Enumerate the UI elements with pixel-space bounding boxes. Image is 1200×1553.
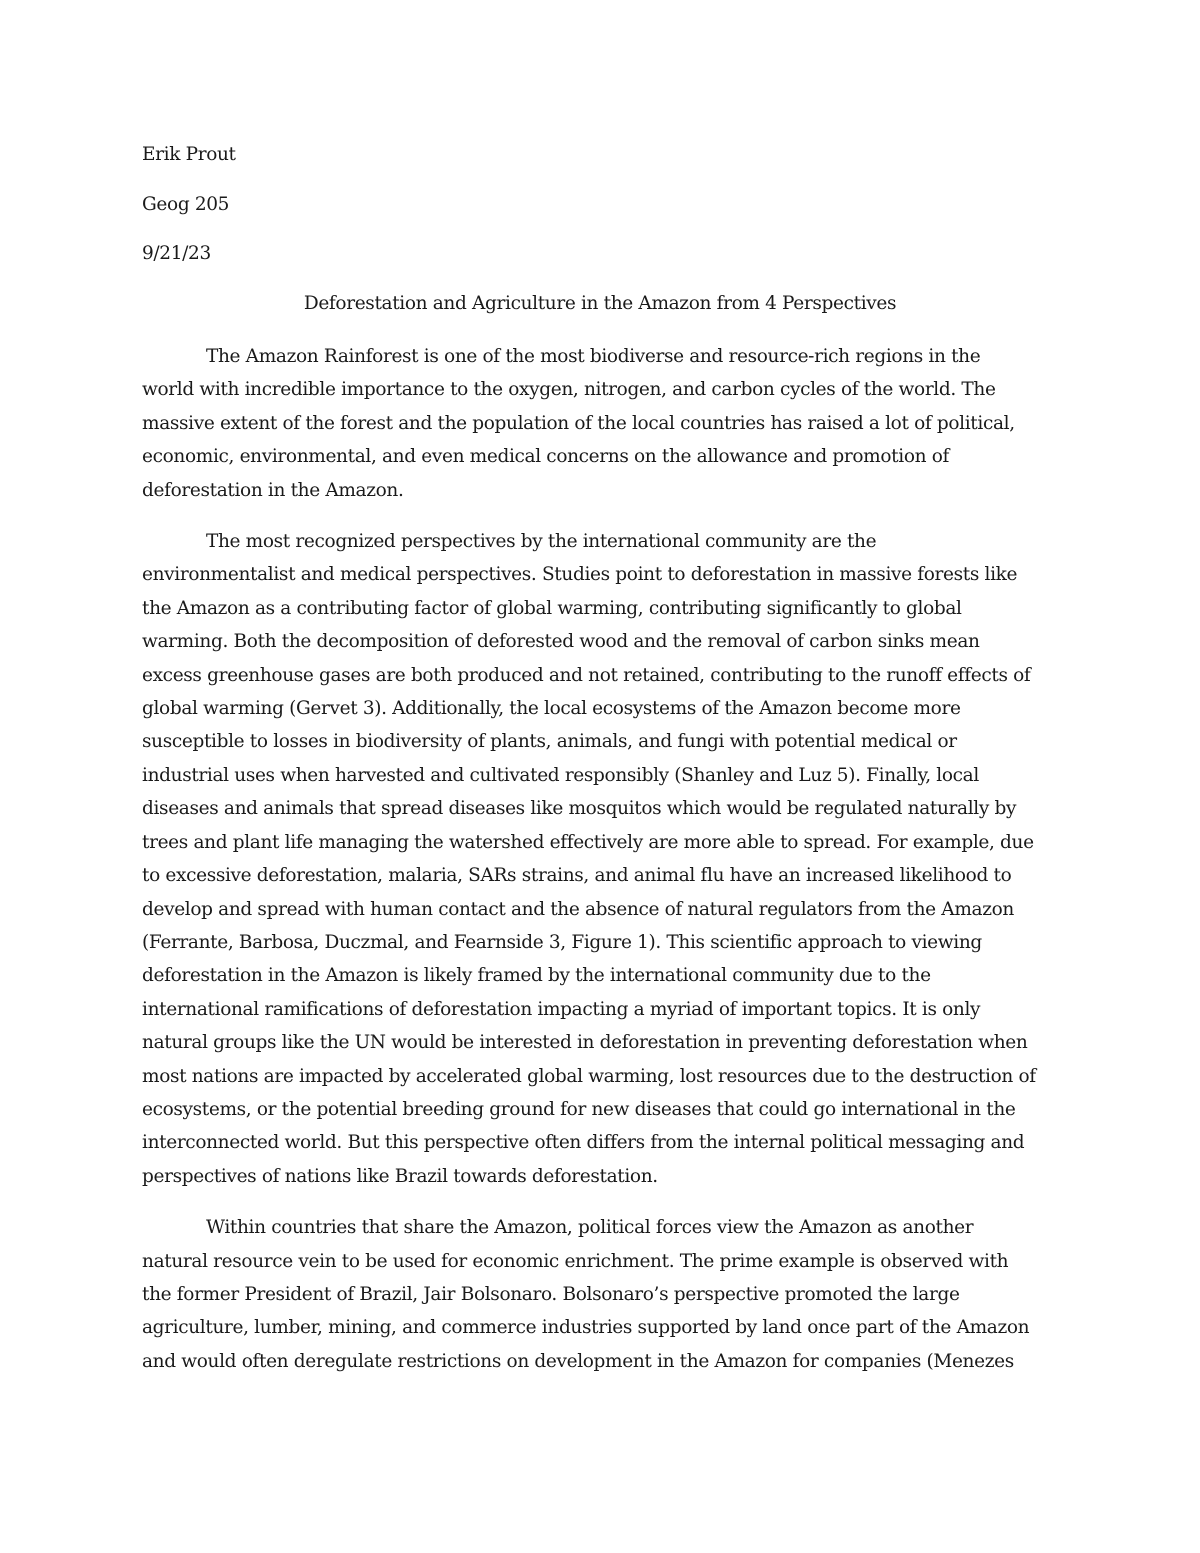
text-line: susceptible to losses in biodiversity of plants, animals, and fungi with potential medical or (142, 731, 957, 753)
text-line: Within countries that share the Amazon, political forces view the Amazon as another (206, 1217, 974, 1239)
text-line: excess greenhouse gases are both produced and not retained, contributing to the runoff effects of (142, 664, 1031, 686)
text-line: economic, environmental, and even medical concerns on the allowance and promotion of (142, 446, 949, 468)
text-line: massive extent of the forest and the population of the local countries has raised a lot of political, (142, 412, 1015, 434)
text-line: environmentalist and medical perspectives. Studies point to deforestation in massive forests like (142, 564, 1018, 586)
text-line: interconnected world. But this perspective often differs from the internal political messaging and (142, 1132, 1025, 1154)
document-title: Deforestation and Agriculture in the Amazon from 4 Perspectives (303, 293, 897, 314)
text-line: trees and plant life managing the watershed effectively are more able to spread. For example, due (142, 831, 1034, 853)
document-body (142, 340, 1062, 1396)
paragraph-2 (142, 525, 1062, 1193)
text-line: The most recognized perspectives by the international community are the (206, 531, 877, 553)
text-line: most nations are impacted by accelerated global warming, lost resources due to the destruction of (142, 1065, 1036, 1087)
course-name: Geog 205 (142, 194, 230, 215)
text-line: agriculture, lumber, mining, and commerce industries supported by land once part of the Amazon (142, 1317, 1030, 1339)
author-name: Erik Prout (142, 144, 236, 165)
text-line: deforestation in the Amazon is likely framed by the international community due to the (142, 965, 931, 987)
document-date: 9/21/23 (142, 243, 211, 264)
text-line: natural groups like the UN would be interested in deforestation in preventing deforestation when (142, 1032, 1028, 1054)
text-line: develop and spread with human contact and the absence of natural regulators from the Amazon (142, 898, 1014, 920)
text-line: (Ferrante, Barbosa, Duczmal, and Fearnside 3, Figure 1). This scientific approach to viewing (142, 931, 982, 953)
text-line: diseases and animals that spread diseases like mosquitos which would be regulated naturally by (142, 798, 1017, 820)
paragraph-1 (142, 340, 1062, 507)
text-line: natural resource vein to be used for economic enrichment. The prime example is observed with (142, 1250, 1009, 1272)
text-line: ecosystems, or the potential breeding ground for new diseases that could go international in the (142, 1098, 1016, 1120)
text-line: and would often deregulate restrictions on development in the Amazon for companies (Menezes (142, 1350, 1014, 1372)
text-line: international ramifications of deforestation impacting a myriad of important topics. It is only (142, 998, 981, 1020)
paragraph-3 (142, 1211, 1062, 1378)
text-line: the former President of Brazil, Jair Bolsonaro. Bolsonaro’s perspective promoted the large (142, 1283, 960, 1305)
text-line: industrial uses when harvested and cultivated responsibly (Shanley and Luz 5). Finally, local (142, 764, 979, 786)
text-line: world with incredible importance to the oxygen, nitrogen, and carbon cycles of the world. The (142, 379, 996, 401)
text-line: deforestation in the Amazon. (142, 479, 404, 501)
text-line: to excessive deforestation, malaria, SARs strains, and animal flu have an increased likelihood to (142, 865, 1012, 887)
text-line: perspectives of nations like Brazil towards deforestation. (142, 1165, 658, 1187)
text-line: The Amazon Rainforest is one of the most biodiverse and resource-rich regions in the (206, 346, 981, 367)
text-line: global warming (Gervet 3). Additionally, the local ecosystems of the Amazon become more (142, 698, 961, 720)
text-line: the Amazon as a contributing factor of global warming, contributing significantly to global (142, 597, 962, 619)
text-line: warming. Both the decomposition of deforested wood and the removal of carbon sinks mean (142, 631, 980, 653)
